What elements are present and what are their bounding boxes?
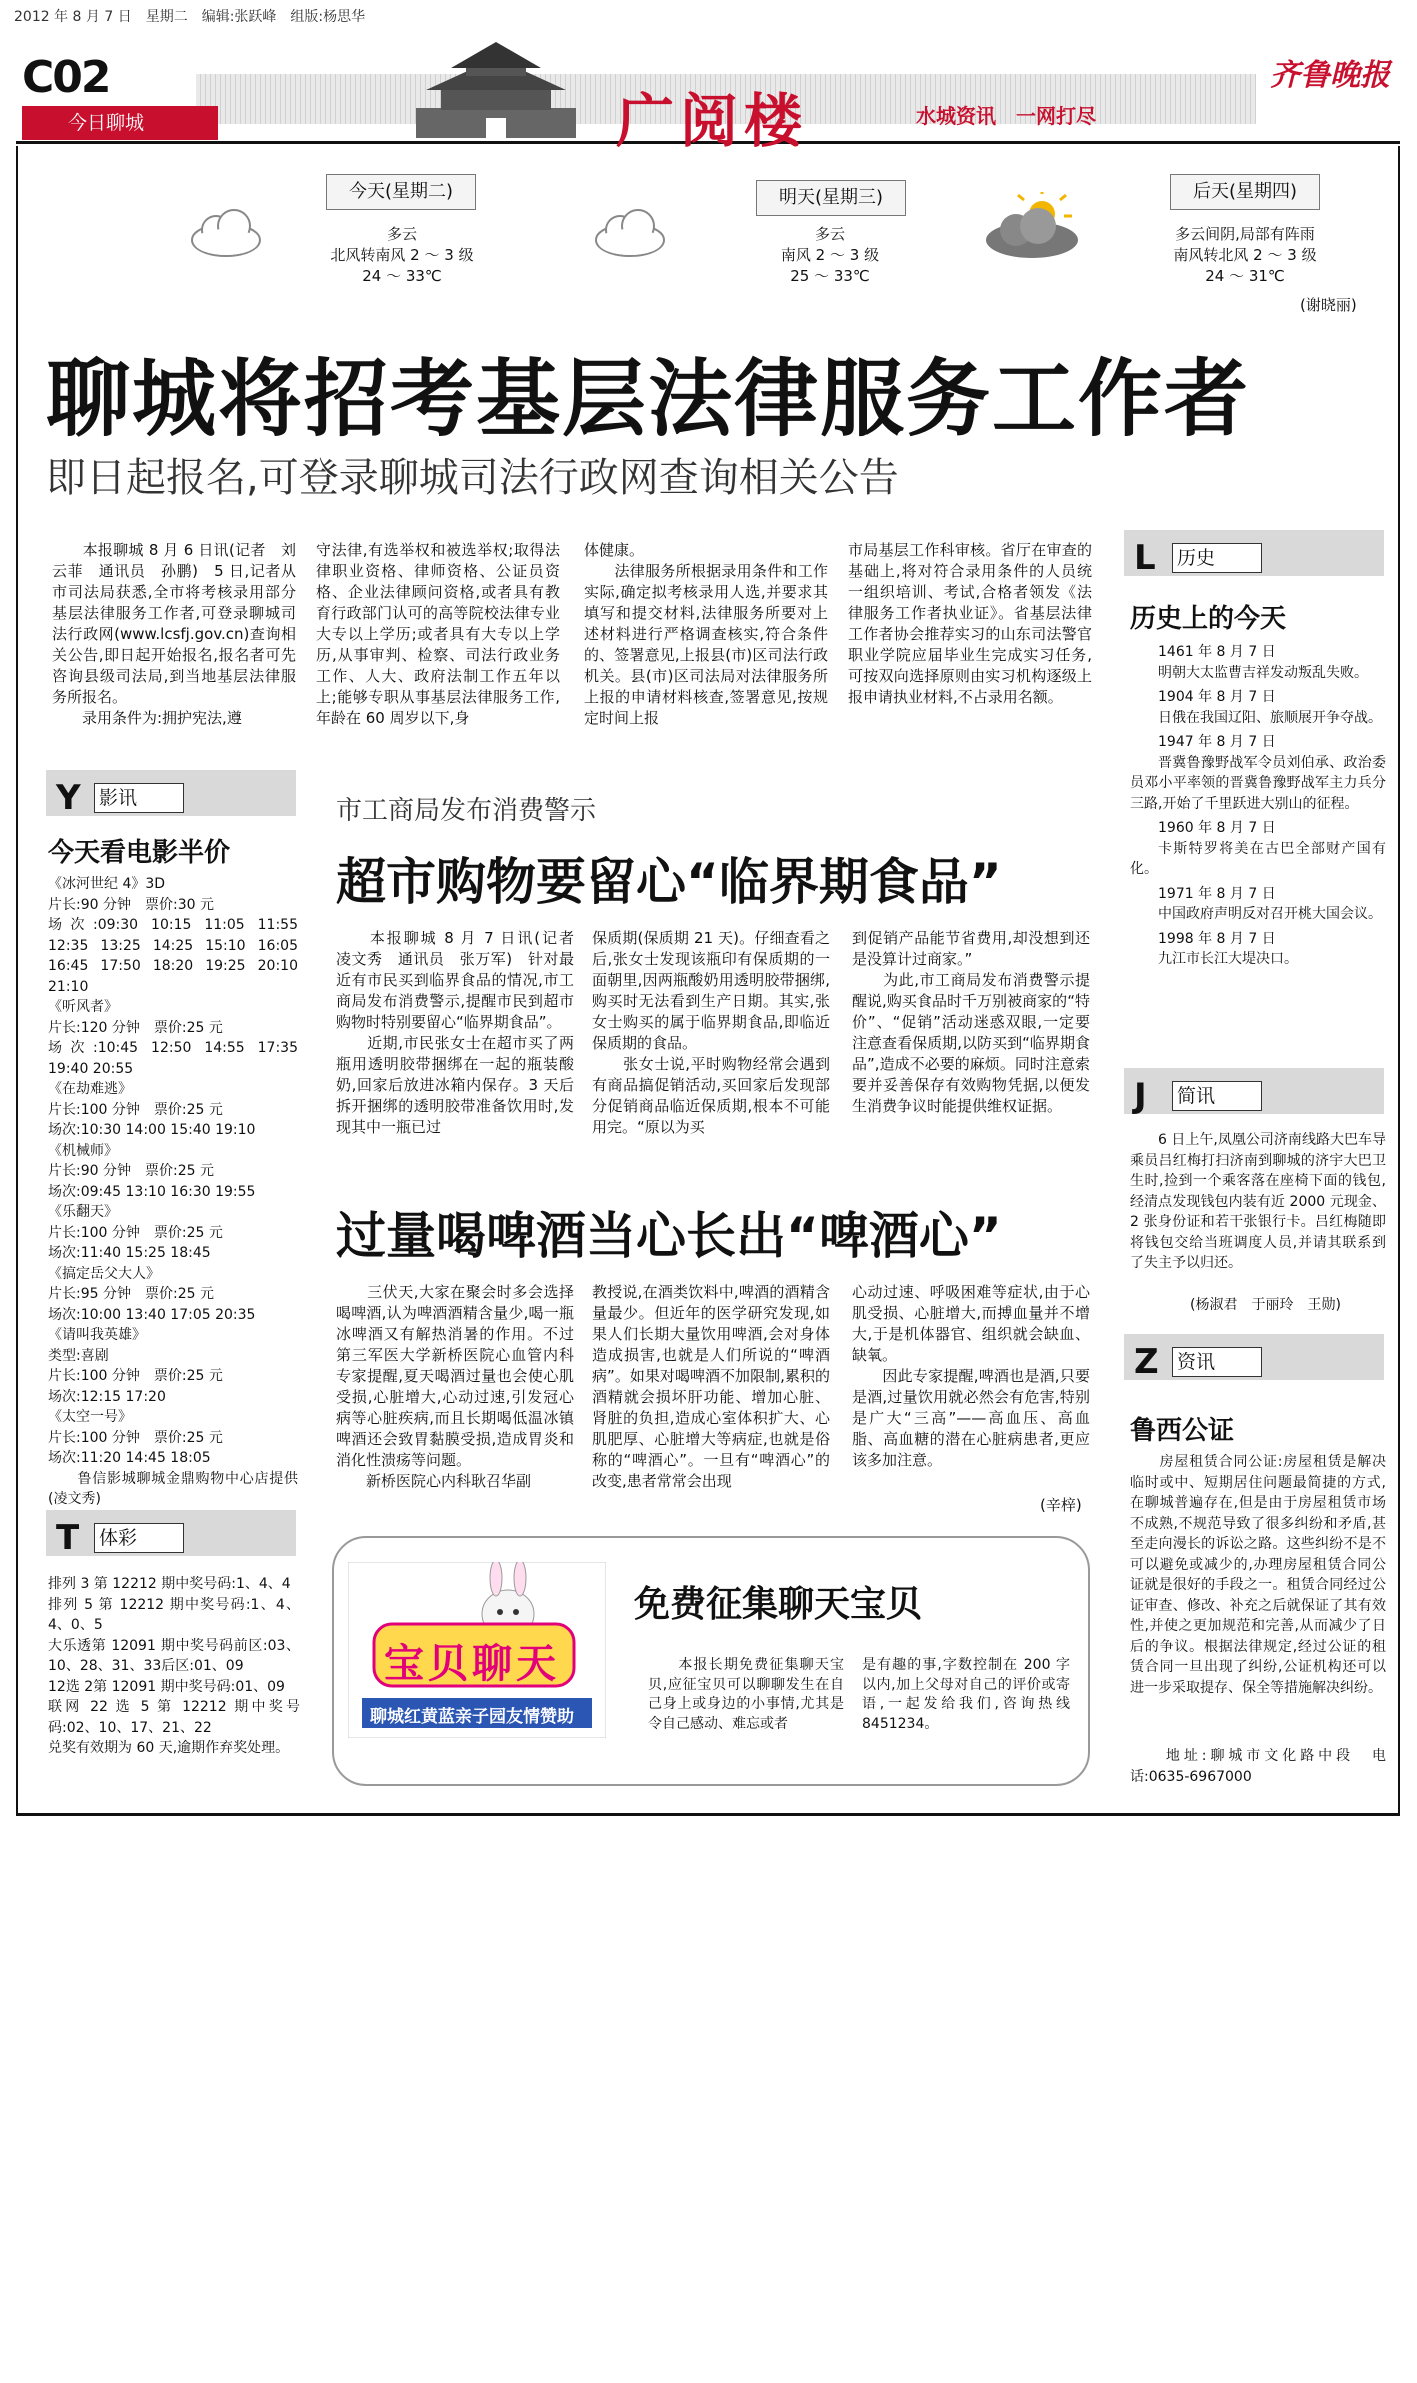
section-name: 影讯 — [94, 783, 184, 813]
lead-column-4: 市局基层工作科审核。省厅在审查的基础上,将对符合录用条件的人员统一组织培训、考试,合格者领发《法律服务工作者执业证》。省基层法律工作者协会推荐实习的山东司法警官职业学院应届毕业生完成实习任务,可按双向选择原则由实习机构逐级上报申请执业材料,不占录用名额。 — [848, 541, 1092, 706]
weather-day-2 — [590, 172, 910, 292]
section-name: 资讯 — [1172, 1347, 1262, 1377]
weather-day-label: 后天(星期四) — [1170, 174, 1320, 210]
weather-day-label: 明天(星期三) — [756, 180, 906, 216]
chat-logo-sponsor: 聊城红黄蓝亲子园友情赞助 — [370, 1707, 574, 1727]
chat-title: 免费征集聊天宝贝 — [634, 1584, 923, 1625]
section-name: 体彩 — [94, 1523, 184, 1553]
movies-section-header — [56, 778, 184, 818]
chat-column-2: 是有趣的事,字数控制在 200 字以内,加上父母对自己的评价或寄语,一起发给我们,咨询热线 8451234。 — [862, 1657, 1070, 1732]
chat-column-1: 本报长期免费征集聊天宝贝,应征宝贝可以聊聊发生在自己身上或身边的小事情,尤其是令自己感动、难忘或者 — [648, 1657, 844, 1732]
page-code: C02 — [22, 52, 110, 103]
section-letter: J — [1134, 1076, 1147, 1116]
consumer-column-3: 到促销产品能节省费用,却没想到还是没算计过商家。” 为此,市工商局发布消费警示提醒说,购买食品时千万别被商家的“特价”、“促销”活动迷惑双眼,一定要注意查看保质期,以防买到“临界期食品”,造成不必要的麻烦。同时注意索要并妥善保存有效购物凭据,以便发生消费争议时能提供维权证据。 — [852, 929, 1090, 1115]
lead-column-2: 守法律,有选举权和被选举权;取得法律职业资格、律师资格、公证员资格、企业法律顾问资格,或者具有教育行政部门认可的高等院校法律专业大专以上学历;或者具有大专以上学历,从事审判、检察、司法行政业务工作、人大、政府法制工作五年以上;能够专职从事基层法律服务工作,年龄在 60 周岁以下,身 — [316, 541, 560, 727]
consumer-kicker: 市工商局发布消费警示 — [336, 796, 597, 826]
jianxun-credit: (杨淑君 于丽玲 王勋) — [1190, 1297, 1341, 1313]
weather-day-detail: 多云间阴,局部有阵雨 南风转北风 2 ～ 3 级 24 ～ 31℃ — [1173, 225, 1317, 285]
section-letter: L — [1134, 538, 1156, 578]
lottery-section-header — [56, 1518, 184, 1558]
consumer-column-1: 本报聊城 8 月 7 日讯(记者 凌文秀 通讯员 张万军) 针对最近有市民买到临界食品的情况,市工商局发布消费警示,提醒市民到超市购物时特别要留心“临界期食品”。 近期,市民张女士在超市买了两瓶用透明胶带捆绑在一起的瓶装酸奶,回家后放进冰箱内保存。3 天后拆开捆绑的透明胶带准备饮用时,发现其中一瓶已过 — [336, 929, 574, 1136]
jianxun-section-header — [1134, 1076, 1262, 1116]
weather-day-detail: 多云 北风转南风 2 ～ 3 级 24 ～ 33℃ — [330, 225, 474, 285]
cloud-icon — [590, 202, 670, 262]
section-tag: 今日聊城 — [22, 106, 218, 140]
consumer-column-2: 保质期(保质期 21 天)。仔细查看之后,张女士发现该瓶印有保质期的一面朝里,因两瓶酸奶用透明胶带捆绑,购买时无法看到生产日期。其实,张女士购买的属于临界期食品,即临近保质期的食品。 张女士说,平时购物经常会遇到有商品搞促销活动,买回家后发现部分促销商品临近保质期,根本不可能用完。“原以为买 — [592, 929, 830, 1136]
lead-column-3: 体健康。 法律服务所根据录用条件和工作实际,确定拟考核录用人选,并要求其填写和提交材料,法律服务所要对上述材料进行严格调查核实,符合条件的、签署意见,上报县(市)区司法行政机关。县(市)区司法局对法律服务所上报的申请材料核查,签署意见,按规定时间上报 — [584, 541, 828, 727]
history-list: 1461 年 8 月 7 日 明朝大太监曹吉祥发动叛乱失败。 1904 年 8 月 7 日 日俄在我国辽阳、旅顺展开争夺战。 1947 年 8 月 7 日 晋冀鲁豫野战军令员刘伯承、政治委员邓小平率领的晋冀鲁豫野战军主力兵分三路,开始了千里跃进大别山的征程。 1960 年 8 月 7 日 卡斯特罗将美在古巴全部财产国有化。 1971 年 8 月 7 日 中国政府声明反对召开桃大国会议。 1998 年 8 月 7 日 九江市长江大堤决口。 — [1130, 644, 1386, 967]
history-section-header — [1134, 538, 1262, 578]
beer-column-3: 心动过速、呼吸困难等症状,由于心肌受损、心脏增大,而搏血量并不增大,于是机体器官、组织就会缺血、缺氧。 因此专家提醒,啤酒也是酒,只要是酒,过量饮用就必然会有危害,特别是广大“三高”——高血压、高血脂、高血糖的潜在心脏病患者,更应该多加注意。 — [852, 1283, 1090, 1469]
tower-icon — [396, 38, 596, 138]
weather-day-label: 今天(星期二) — [326, 174, 476, 210]
jianxun-text: 6 日上午,凤凰公司济南线路大巴车导乘员吕红梅打扫济南到聊城的济宇大巴卫生时,捡到一个乘客落在座椅下面的钱包,经清点发现钱包内装有近 2000 元现金、2 张身份证和若干张银行卡。吕红梅随即将钱包交给当班调度人员,并请其联系到了失主予以归还。 — [1130, 1132, 1386, 1271]
lottery-text: 排列 3 第 12212 期中奖号码:1、4、4 排列 5 第 12212 期中奖号码:1、4、4、0、5 大乐透第 12091 期中奖号码前区:03、10、28、31、33后区:01、09 12选 2第 12091 期中奖号码:01、09 联网 22 选 5 第 12212 期中奖号码:02、10、17、21、22 兑奖有效期为 60 天,逾期作弃奖处理。 — [48, 1576, 300, 1756]
movies-title: 今天看电影半价 — [48, 838, 231, 868]
weather-day-detail: 多云 南风 2 ～ 3 级 25 ～ 33℃ — [780, 225, 880, 285]
section-name: 简讯 — [1172, 1081, 1262, 1111]
zixun-text: 房屋租赁合同公证:房屋租赁是解决临时或中、短期居住问题最简捷的方式,在聊城普遍存在,但是由于房屋租赁市场不成熟,不规范导致了很多纠纷和矛盾,甚至走向漫长的诉讼之路。这些纠纷不是不可以避免或减少的,办理房屋租赁合同公证就是很好的手段之一。租赁合同经过公证审查、修改、补充之后就保证了其有效性,并使之更加规范和完善,从而减少了日后的争议。根据法律规定,经过公证的租赁合同一旦出现了纠纷,公证机构还可以进一步采取提存、保全等措施解决纠纷。 — [1130, 1454, 1386, 1696]
zixun-title: 鲁西公证 — [1130, 1416, 1235, 1446]
newspaper-masthead: 齐鲁晚报 — [1270, 58, 1390, 93]
chat-logo-text: 宝贝聊天 — [384, 1641, 560, 1687]
page-banner — [16, 36, 1400, 155]
weather-day-1 — [186, 172, 486, 292]
column-title: 广阅楼 — [616, 87, 809, 155]
beer-title: 过量喝啤酒当心长出“啤酒心” — [336, 1207, 1002, 1265]
subhead: 即日起报名,可登录聊城司法行政网查询相关公告 — [46, 455, 899, 501]
section-letter: T — [56, 1518, 80, 1558]
section-name: 历史 — [1172, 543, 1262, 573]
section-letter: Z — [1134, 1342, 1159, 1382]
date-line: 2012 年 8 月 7 日 星期二 编辑:张跃峰 组版:杨思华 — [14, 9, 366, 25]
zixun-section-header — [1134, 1342, 1262, 1382]
beer-credit: (辛梓) — [1040, 1496, 1082, 1514]
chat-baby-logo — [348, 1562, 606, 1738]
consumer-title: 超市购物要留心“临界期食品” — [336, 853, 1002, 911]
headline: 聊城将招考基层法律服务工作者 — [46, 350, 1251, 448]
column-slogan: 水城资讯 一网打尽 — [916, 104, 1096, 128]
cloud-icon — [186, 202, 266, 262]
section-letter: Y — [56, 778, 81, 818]
history-title: 历史上的今天 — [1130, 604, 1287, 634]
weather-credit: (谢晓丽) — [1300, 296, 1357, 314]
beer-column-1: 三伏天,大家在聚会时多会选择喝啤酒,认为啤酒酒精含量少,喝一瓶冰啤酒又有解热消暑的作用。不过第三军医大学新桥医院心血管内科专家提醒,夏天喝酒过量也会使心肌受损,心脏增大,心动过速,引发冠心病等心脏疾病,而且长期喝低温冰镇啤酒还会致胃黏膜受损,造成胃炎和消化性溃疡等问题。 新桥医院心内科耿召华副 — [336, 1283, 574, 1490]
beer-column-2: 教授说,在酒类饮料中,啤酒的酒精含量最少。但近年的医学研究发现,如果人们长期大量饮用啤酒,会对身体造成损害,也就是人们所说的“啤酒病”。如果对喝啤酒不加限制,累积的酒精就会损坏肝功能、增加心脏、肾脏的负担,造成心室体积扩大、心肌肥厚、心脏增大等病症,也就是俗称的“啤酒心”。一旦有“啤酒心”的改变,患者常常会出现 — [592, 1283, 830, 1490]
zixun-address: 地址:聊城市文化路中段 电话:0635-6967000 — [1130, 1748, 1386, 1785]
movie-list: 《冰河世纪 4》3D 片长:90 分钟 票价:30 元 场次:09:30 10:15 11:05 11:55 12:35 13:25 14:25 15:10 16:05 16:45 17:50 18:20 19:25 20:10 21:10 《听风者》 片长:120 分钟 票价:25 元 场次:10:45 12:50 14:55 17:35 19:40 20:55 《在劫难逃》 片长:100 分钟 票价:25 元 场次:10:30 14:00 15:40 19:10 《机械师》 片长:90 分钟 票价:25 元 场次:09:45 13:10 16:30 19:55 《乐翻天》 片长:100 分钟 票价:25 元 场次:11:40 15:25 18:45 《搞定岳父大人》 片长:95 分钟 票价:25 元 场次:10:00 13:40 17:05 20:35 《请叫我英雄》 类型:喜剧 片长:100 分钟 票价:25 元 场次:12:15 17:20 《太空一号》 片长:100 分钟 票价:25 元 场次:11:20 14:45 18:05 鲁信影城聊城金鼎购物中心店提供 (凌文秀) — [48, 876, 354, 1507]
lead-column-1: 本报聊城 8 月 6 日讯(记者 刘云菲 通讯员 孙鹏) 5 日,记者从市司法局获悉,全市将考核录用部分基层法律服务工作者,可登录聊城司法行政网(www.lcsfj.gov.cn)查询相关公告,即日起开始报名,报名者可先咨询县级司法局,到当地基层法律服务所报名。 录用条件为:拥护宪法,遵 — [52, 541, 296, 727]
sun-cloud-icon — [980, 192, 1090, 262]
weather-day-3 — [980, 172, 1380, 312]
